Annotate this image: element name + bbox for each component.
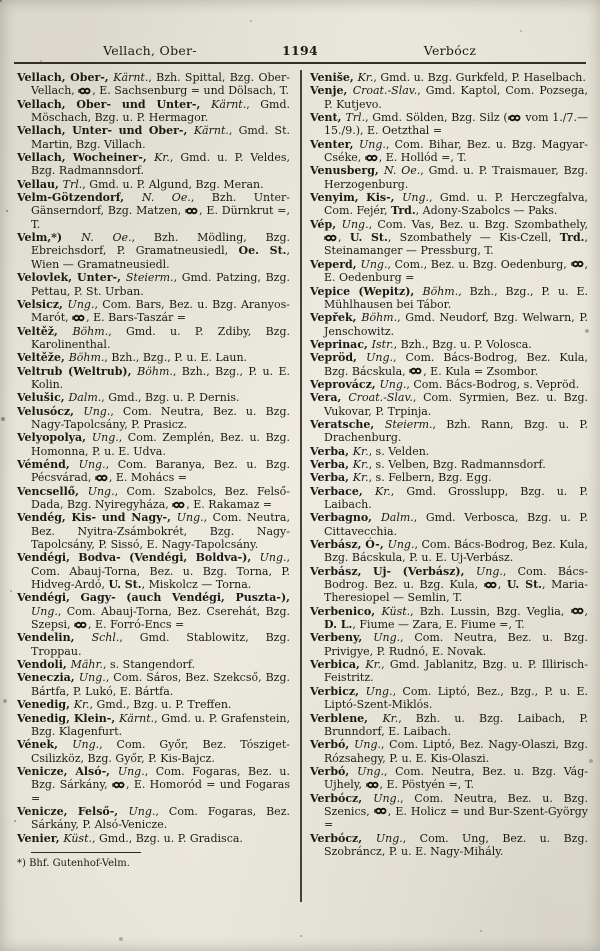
entry-segment: Böhm. [72, 324, 109, 338]
posthorn-icon [72, 314, 86, 322]
entry-segment: Küst. [381, 604, 411, 618]
entry-segment: Veprovácz, [310, 377, 380, 391]
entry-segment: Kr. [352, 444, 369, 458]
gazetteer-entry [17, 271, 290, 298]
entry-segment: , Com. Baranya, Bez. u. Bzg. Pécsvárad, [31, 457, 290, 485]
gazetteer-entry [17, 511, 290, 551]
column-left [17, 71, 290, 871]
entry-segment: Verbócz, [310, 831, 376, 845]
gazetteer-entry [310, 471, 588, 484]
entry-segment: , Com. Fogaras, Bez. u. Bzg. Sárkány, [31, 764, 290, 792]
entry-segment: Verbócz, [310, 791, 374, 805]
entry-segment: Steierm. [125, 271, 174, 285]
entry-segment: , s. Velben, Bzg. Radmannsdorf. [368, 457, 546, 471]
gazetteer-entry [310, 685, 588, 712]
entry-segment: Vendoli, [17, 658, 71, 672]
entry-segment: Vendelin, [17, 631, 92, 645]
entry-segment: , Maria-Theresiopel — Semlin, T. [324, 578, 588, 605]
entry-segment: Ung. [91, 431, 119, 445]
entry-segment: Veltěže, [17, 351, 69, 365]
entry-segment: Verbace, [310, 484, 376, 498]
entry-segment: Velyopolya, [17, 431, 92, 445]
entry-segment: Veltrub (Weltrub), [17, 364, 138, 378]
gazetteer-entry [17, 671, 290, 698]
gazetteer-entry [17, 698, 290, 711]
entry-segment: Vepröd, [310, 351, 367, 365]
entry-segment: Böhm. [137, 364, 173, 378]
running-head-right: Verbócz [423, 43, 477, 58]
gazetteer-entry [17, 151, 290, 178]
entry-segment: Venier, [17, 831, 64, 845]
entry-segment: Ung. [78, 457, 106, 471]
gazetteer-entry [310, 418, 588, 445]
entry-segment: Veratsche, [310, 417, 385, 431]
entry-segment: Velsicz, [17, 297, 68, 311]
posthorn-icon [112, 781, 126, 789]
entry-segment: , Bzh., Bzg., P. u. E. Mühlhausen bei Tábor. [324, 284, 588, 311]
entry-segment: Véménd, [17, 457, 79, 471]
entry-segment: Ung. [360, 257, 388, 271]
entry-segment: , E. Hollód =, T. [378, 151, 467, 165]
entry-segment: Kr. [154, 151, 170, 165]
entry-segment: , E. Mohács = [108, 471, 187, 485]
entry-segment: Verbenico, [310, 604, 382, 618]
entry-segment: Venedig, [17, 698, 74, 712]
entry-segment: , Gmd. u. P. Algund, Bzg. Meran. [82, 177, 264, 191]
gazetteer-entry [17, 124, 290, 151]
entry-segment: , Gmd. u. P. Traismauer, Bzg. Herzogenburg. [324, 164, 588, 191]
entry-segment: Ung. [402, 191, 430, 205]
entry-segment: Croat.-Slav. [348, 391, 413, 405]
gazetteer-entry [310, 445, 588, 458]
entry-segment: Mähr. [70, 658, 104, 672]
entry-segment: , Com. Neutra, Bez. u. Bzg. Vág-Ujhely, [324, 764, 588, 792]
entry-segment: , Gmd. Jablanitz, Bzg. u. P. Illirisch-Feistritz. [324, 658, 588, 685]
gazetteer-entry [310, 111, 588, 138]
gazetteer-entry [310, 285, 588, 312]
entry-segment: Vent, [310, 111, 346, 125]
entry-segment: Ung. [87, 484, 115, 498]
entry-segment: , E. Oedenburg = [324, 257, 588, 285]
gazetteer-entry [310, 511, 588, 538]
entry-segment: Verbó, [310, 764, 358, 778]
entry-segment: Veprinac, [310, 337, 372, 351]
entry-segment: , Com. Abauj-Torna, Bez. u. Bzg. Torna, P. Hidveg-Ardó, [31, 551, 290, 592]
entry-segment: Ung. [83, 404, 111, 418]
gazetteer-entry [17, 712, 290, 739]
entry-segment: , Gmd. St. Martin, Bzg. Villach. [31, 124, 290, 151]
gazetteer-entry [17, 658, 290, 671]
entry-segment: , E. Rakamaz = [186, 498, 273, 511]
entry-segment: , Gmd. u. P. Zdiby, Bzg. Karolinenthal. [31, 324, 290, 351]
posthorn-icon [366, 781, 380, 789]
entry-segment: , Gmd., Bzg. u. P. Gradisca. [91, 831, 243, 845]
gazetteer-entry [17, 832, 290, 845]
gazetteer-entry [17, 805, 290, 832]
footnote: *) Bhf. Gutenhof-Velm. [17, 858, 130, 870]
gazetteer-entry [17, 765, 290, 805]
entry-segment: , E. Bars-Taszár = [86, 311, 187, 325]
gazetteer-entry [17, 551, 290, 591]
entry-segment: Ung. [373, 631, 401, 645]
entry-segment: Vellach, Unter- und Ober-, [17, 124, 194, 138]
entry-segment: , Bzh., Bzg., P. u. E. Laun. [104, 351, 248, 365]
entry-segment: Ung. [365, 684, 393, 698]
entry-segment: Böhm. [422, 284, 459, 298]
gazetteer-entry [310, 565, 588, 605]
entry-segment: Steierm. [384, 417, 433, 431]
entry-segment: , Com. Abauj-Torna, Bez. Cserehát, Bzg. Szepsi, [31, 604, 290, 632]
entry-segment: , E. Homoród = und Fogaras = [31, 778, 291, 805]
gazetteer-entry [310, 765, 588, 792]
entry-segment: Verbó, [310, 738, 355, 752]
entry-segment: , E. Forró-Encs = [88, 618, 185, 632]
entry-segment: , [338, 231, 350, 245]
entry-segment: Trd. [390, 204, 416, 218]
entry-segment: Vendégi, Bodva- (Vendégi, Boldva-), [17, 551, 260, 565]
entry-segment: U. St. [506, 578, 543, 592]
entry-segment: Ung. [72, 738, 100, 752]
entry-segment: , s. Felbern, Bzg. Egg. [368, 471, 492, 485]
entry-segment: Kärnt. [211, 97, 247, 111]
header-rule [14, 62, 586, 64]
entry-segment: Ung. [476, 564, 503, 578]
entry-segment: , Com. Vas, Bez. u. Bzg. Szombathely, [368, 217, 589, 231]
entry-segment: Ung. [375, 831, 403, 845]
gazetteer-entry [17, 365, 290, 392]
posthorn-icon [172, 501, 186, 509]
entry-segment: Kärnt. [119, 711, 155, 725]
entry-segment: , Com., Bez. u. Bzg. Oedenburg, [387, 257, 571, 271]
entry-segment: , Com. Bars, Bez. u. Bzg. Aranyos-Marót, [31, 297, 290, 325]
entry-segment: , Com. Bihar, Bez. u. Bzg. Magyar-Cséke, [324, 137, 588, 165]
entry-segment: Velusócz, [17, 404, 84, 418]
entry-segment: Ung. [128, 804, 156, 818]
entry-segment: Vendégi, Gagy- (auch Vendégi, Puszta-), [17, 591, 290, 605]
entry-segment: Vép, [310, 217, 342, 231]
gazetteer-entry [310, 218, 588, 258]
posthorn-icon [571, 607, 585, 615]
entry-segment: , [584, 604, 588, 618]
entry-segment: , E. Sachsenburg = und Dölsach, T. [92, 84, 289, 98]
gazetteer-entry [310, 258, 588, 285]
entry-segment: , s. Stangendorf. [103, 658, 195, 672]
entry-segment: , E. Pöstyén =, T. [379, 778, 474, 792]
entry-segment: Venter, [310, 137, 359, 151]
gazetteer-entry [310, 71, 588, 84]
entry-segment: N. Oe. [141, 191, 191, 205]
entry-segment: , Gmd. u. Bzg. Gurkfeld, P. Haselbach. [373, 71, 586, 84]
entry-segment: Velm,*) [17, 231, 82, 245]
entry-segment: , Com. Neutra, Bez. u. Bzg. Privigye, P. Rudnó, E. Novak. [324, 631, 588, 658]
entry-segment: Ung. [176, 511, 204, 525]
entry-segment: Venicze, Felső-, [17, 804, 129, 818]
column-divider [300, 70, 302, 902]
entry-segment: Vellau, [17, 177, 63, 191]
gazetteer-entry [310, 538, 588, 565]
gazetteer-entry [17, 431, 290, 458]
gazetteer-entry [17, 738, 290, 765]
entry-segment: Trd. [559, 231, 585, 245]
entry-segment: , Com. Győr, Bez. Tósziget-Csilizköz, Bzg. Győr, P. Kis-Bajcz. [31, 738, 290, 765]
gazetteer-entry [17, 351, 290, 364]
entry-segment: N. Oe. [383, 164, 421, 178]
entry-segment: Verba, [310, 471, 353, 485]
entry-segment: , Gmd. Grosslupp, Bzg. u. P. Laibach. [324, 484, 588, 511]
entry-segment: , Com. Neutra, Bez. Nyitra-Zsámbokrét, Bzg. Nagy-Tapolcsány, P. Sissó, E. Nagy-Tapolcsány. [31, 511, 290, 552]
posthorn-icon [508, 114, 522, 122]
entry-segment: Venicze, Alsó-, [17, 764, 118, 778]
entry-segment: , Fiume — Zara, E. Fiume =, T. [352, 618, 525, 632]
entry-segment: Kr. [73, 698, 90, 712]
gazetteer-entry [310, 832, 588, 859]
entry-segment: , Gmd. Sölden, Bzg. Silz ( [365, 111, 508, 125]
gazetteer-entry [17, 71, 290, 98]
entry-segment: Venusberg, [310, 164, 384, 178]
entry-segment: Kärnt. [193, 124, 229, 138]
entry-segment: , Com. Bács-Bodrog, s. Vepröd. [406, 377, 580, 391]
entry-segment: , E. Holicz = und Bur-Szent-György = [324, 804, 589, 832]
entry-segment: , Szombathely — Kis-Czell, [387, 231, 560, 245]
entry-segment: , Com. Neutra, Bez. u. Bzg. Szenics, [324, 791, 588, 818]
entry-segment: Verbeny, [310, 631, 374, 645]
entry-segment: Vepřek, [310, 311, 362, 325]
entry-segment: Kr. [365, 658, 382, 672]
gazetteer-entry [310, 378, 588, 391]
posthorn-icon [374, 807, 388, 815]
entry-segment: Verbász, Ó-, [310, 538, 388, 552]
entry-segment: , Com. Fogaras, Bez. Sárkány, P. Alsó-Venicze. [31, 804, 290, 832]
entry-segment: , Com. Neutra, Bez. u. Bzg. Nagy-Tapolcsány, P. Prasicz. [31, 404, 290, 431]
posthorn-icon [571, 260, 585, 268]
entry-segment: Verbicz, [310, 684, 366, 698]
entry-segment: , Gmd. Möschach, Bzg. u. P. Hermagor. [31, 97, 291, 125]
entry-segment: , Gmd. u. P. Herczegfalva, Com. Fejér, [324, 191, 588, 218]
entry-segment: , Bzh., Bzg., P. u. E. Kolin. [31, 364, 290, 391]
gazetteer-entry [17, 391, 290, 404]
entry-segment: , Com. Szabolcs, Bez. Felső-Dada, Bzg. Nyiregyháza, [31, 484, 290, 511]
entry-segment: Ung. [31, 604, 58, 618]
entry-segment: , Com. Zemplén, Bez. u. Bzg. Homonna, P. u. E. Udva. [31, 431, 290, 458]
entry-segment: Ung. [387, 538, 415, 552]
posthorn-icon [484, 581, 498, 589]
entry-segment: Ung. [67, 297, 95, 311]
entry-segment: Ung. [354, 738, 382, 752]
entry-segment: Ung. [341, 217, 369, 231]
gazetteer-entry [17, 178, 290, 191]
entry-segment: , Bzh. Mödling, Bzg. Ebreichsdorf, P. Gramatneusiedl, [31, 231, 290, 258]
column-right [310, 71, 588, 858]
entry-segment: , Com. Liptó, Bez., Bzg., P. u. E. Liptó-Szent-Miklós. [324, 684, 588, 712]
entry-segment: Vellach, Ober-, [17, 71, 114, 84]
entry-segment: , E. Kula = Zsombor. [423, 364, 539, 378]
entry-segment: Vellach, Wocheiner-, [17, 151, 155, 165]
entry-segment: , Com. Bács-Bodrog, Bez. Kula, Bzg. Bácskula, [324, 351, 588, 378]
entry-segment: Veneczia, [17, 671, 79, 685]
entry-segment: Veniše, [310, 71, 358, 84]
entry-segment: Istr. [371, 337, 394, 351]
entry-segment: Verbagno, [310, 511, 381, 525]
entry-segment: , Com. Ung, Bez. u. Bzg. Szobráncz, P. u. E. Nagy-Mihály. [324, 831, 588, 858]
entry-segment: Velovlek, Unter-, [17, 271, 126, 285]
entry-segment: Verba, [310, 444, 353, 458]
entry-segment: Kr. [352, 471, 369, 485]
entry-segment: Velm-Götzendorf, [17, 191, 142, 205]
entry-segment: , Bzh. Rann, Bzg. u. P. Drachenburg. [324, 417, 588, 445]
gazetteer-entry [310, 738, 588, 765]
gazetteer-entry [310, 485, 588, 512]
gazetteer-entry [17, 485, 290, 512]
entry-segment: D. L. [324, 618, 353, 632]
gazetteer-entry [17, 231, 290, 271]
posthorn-icon [185, 207, 199, 215]
entry-segment: , Gmd. Stablowitz, Bzg. Troppau. [31, 631, 290, 658]
gazetteer-entry [310, 712, 588, 739]
entry-segment: Croat.-Slav. [352, 84, 418, 98]
entry-segment: , [497, 578, 507, 592]
posthorn-icon [409, 367, 423, 375]
gazetteer-entry [310, 458, 588, 471]
entry-segment: , Steinamanger — Pressburg, T. [324, 231, 588, 258]
entry-segment: Schl. [91, 631, 120, 645]
gazetteer-entry [310, 84, 588, 111]
entry-segment: Ung. [366, 351, 394, 365]
entry-segment: Ung. [358, 137, 386, 151]
gazetteer-entry [310, 658, 588, 685]
entry-segment: , Gmd. Neudorf, Bzg. Welwarn, P. Jenschowitz. [324, 311, 588, 338]
gazetteer-entry [310, 191, 588, 218]
entry-segment: Velušic, [17, 391, 69, 405]
entry-segment: , Gmd. u. P. Grafenstein, Bzg. Klagenfurt. [31, 711, 290, 738]
gazetteer-entry [310, 311, 588, 338]
entry-segment: Verbica, [310, 658, 366, 672]
entry-segment: Verbász, Uj- (Verbász), [310, 564, 477, 578]
entry-segment: , s. Velden. [368, 444, 430, 458]
gazetteer-entry [17, 98, 290, 125]
gazetteer-entry [310, 338, 588, 351]
entry-segment: Veperd, [310, 257, 361, 271]
entry-segment: , Gmd. u. P. Veldes, Bzg. Radmannsdorf. [31, 151, 290, 178]
entry-segment: Venje, [310, 84, 353, 98]
entry-segment: Veltěž, [17, 324, 73, 338]
posthorn-icon [365, 154, 379, 162]
gazetteer-entry [17, 591, 290, 631]
gazetteer-entry [310, 792, 588, 832]
entry-segment: Ung. [373, 791, 401, 805]
entry-segment: , Com. Sáros, Bez. Szekcső, Bzg. Bártfa, P. Lukó, E. Bártfa. [31, 671, 290, 698]
posthorn-icon [95, 474, 109, 482]
entry-segment: , Com. Liptó, Bez. Nagy-Olaszi, Bzg. Rózsahegy, P. u. E. Kis-Olaszi. [324, 738, 589, 765]
entry-segment: , Gmd. Kaptol, Com. Pozsega, P. Kutjevo. [324, 84, 588, 111]
entry-segment: Böhm. [361, 311, 398, 325]
entry-segment: , Wien — Gramatneusiedl. [31, 244, 290, 271]
entry-segment: Ung. [357, 764, 384, 778]
entry-segment: , Gmd., Bzg. u. P. Treffen. [89, 698, 232, 712]
entry-segment: , Gmd. Patzing, Bzg. Pettau, P. St. Urban. [31, 271, 290, 298]
entry-segment: Venyim, Kis-, [310, 191, 403, 205]
entry-segment: , Bzh. Spittal, Bzg. Ober-Vellach, [31, 71, 290, 98]
entry-segment: , Gmd. Verbosca, Bzg. u. P. Cittavecchia. [324, 511, 588, 538]
gazetteer-entry [17, 191, 290, 231]
entry-segment: , Com. Bács-Bodrog, Bez. Kula, Bzg. Bácskula, P. u. E. Uj-Verbász. [324, 538, 588, 565]
gazetteer-entry [17, 298, 290, 325]
entry-segment: U. St. [349, 231, 388, 245]
entry-segment: Vencsellő, [17, 484, 88, 498]
entry-segment: , Bzh., Bzg. u. P. Volosca. [393, 337, 532, 351]
gazetteer-entry [17, 458, 290, 485]
entry-segment: Kärnt. [113, 71, 149, 84]
gazetteer-entry [17, 405, 290, 432]
entry-segment: Ung. [259, 551, 287, 565]
entry-segment: , Bzh. u. Bzg. Laibach, P. Brunndorf, E. Laibach. [324, 711, 588, 738]
entry-segment: , Adony-Szabolcs — Paks. [415, 204, 558, 218]
gazetteer-entry [310, 164, 588, 191]
entry-segment: Vellach, Ober- und Unter-, [17, 97, 212, 111]
gazetteer-entry [310, 605, 588, 632]
entry-segment: Dalm. [68, 391, 102, 405]
entry-segment: Ung. [78, 671, 106, 685]
entry-segment: , Bzh. Lussin, Bzg. Veglia, [410, 604, 571, 618]
entry-segment: Vendég, Kis- und Nagy-, [17, 511, 177, 525]
gazetteer-entry [310, 351, 588, 378]
posthorn-icon [74, 621, 88, 629]
entry-segment: N. Oe. [81, 231, 132, 245]
entry-segment: Ung. [117, 764, 145, 778]
entry-segment: Küst. [63, 831, 92, 845]
entry-segment: Kr. [352, 457, 369, 471]
gazetteer-entry [17, 631, 290, 658]
running-head-left: Vellach, Ober- [103, 43, 197, 58]
gazetteer-entry [17, 325, 290, 352]
entry-segment: U. St. [108, 578, 142, 592]
entry-segment: Ung. [379, 377, 407, 391]
entry-segment: , Com. Bács-Bodrog. Bez. u. Bzg. Kula, [324, 564, 588, 592]
entry-segment: Vera, [310, 391, 349, 405]
posthorn-icon [78, 87, 92, 95]
gazetteer-entry [310, 631, 588, 658]
entry-segment: Trl. [345, 111, 366, 125]
entry-segment: Kr. [375, 484, 391, 498]
gazetteer-entry [310, 391, 588, 418]
entry-segment: , Com. Syrmien, Bez. u. Bzg. Vukovar, P. Trpinja. [324, 391, 588, 418]
entry-segment: Kr. [357, 71, 374, 84]
entry-segment: Kr. [382, 711, 399, 725]
entry-segment: Oe. St. [238, 244, 287, 258]
entry-segment: , Miskolcz — Torna. [141, 578, 252, 592]
entry-segment: , Bzh. Unter-Gänserndorf, Bzg. Matzen, [31, 191, 290, 218]
entry-segment: , Gmd., Bzg. u. P. Dernis. [101, 391, 240, 405]
entry-segment: vom 1./7.—15./9.), E. Oetzthal = [324, 111, 588, 138]
footnote-rule [31, 852, 141, 854]
gazetteer-entry [310, 138, 588, 165]
page-number: 1194 [282, 43, 318, 58]
entry-segment: Trl. [62, 177, 83, 191]
entry-segment: Dalm. [380, 511, 414, 525]
entry-segment: , E. Dürnkrut =, T. [31, 204, 290, 231]
entry-segment: Verba, [310, 457, 353, 471]
entry-segment: Vepice (Wepitz), [310, 284, 423, 298]
entry-segment: Vének, [17, 738, 73, 752]
entry-segment: Venedig, Klein-, [17, 711, 120, 725]
entry-segment: Böhm. [68, 351, 105, 365]
posthorn-icon [324, 234, 338, 242]
entry-segment: Verblene, [310, 711, 383, 725]
